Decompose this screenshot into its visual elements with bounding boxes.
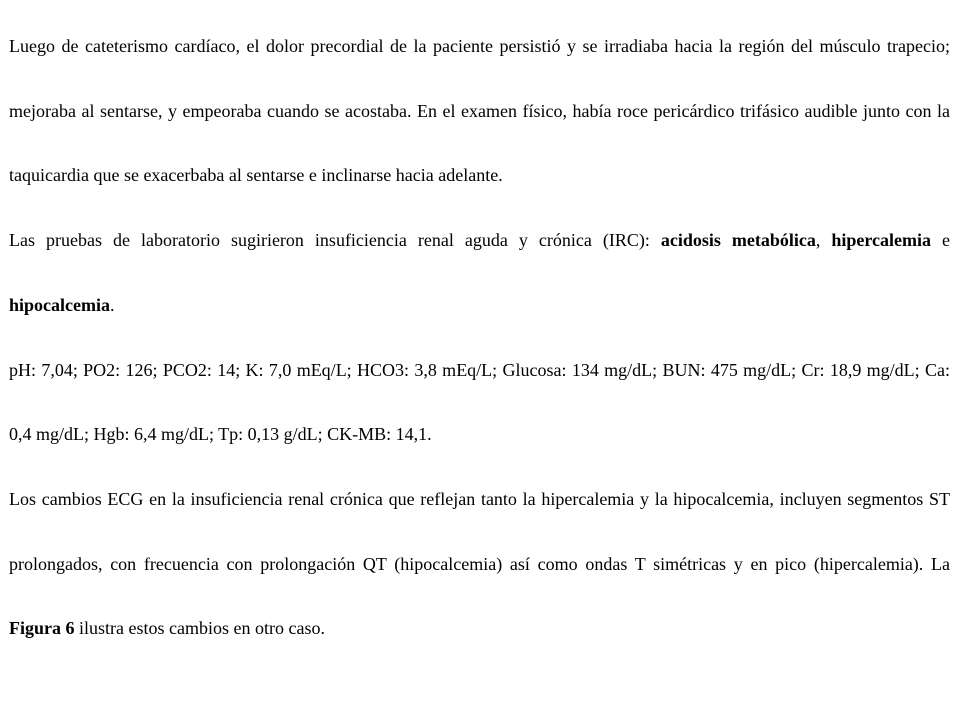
document-page [9, 0, 950, 661]
term-hipercalemia: hipercalemia [831, 230, 932, 251]
lab-findings-end: . [110, 294, 115, 315]
term-hipocalcemia: hipocalcemia [9, 294, 110, 315]
lab-values-text: pH: 7,04; PO2: 126; PCO2: 14; K: 7,0 mEq/L; HCO3: 3,8 mEq/L; Glucosa: 134 mg/dL; BUN: 475 mg/dL; Cr: 18,9 mg/dL; Ca: 0,4 mg/dL; Hgb: 6,4 mg/dL; Tp: 0,13 g/dL; CK-MB: 14,1. [9, 359, 950, 445]
paragraph-clinical-course-text: Luego de cateterismo cardíaco, el dolor precordial de la paciente persistió y se irradiaba hacia la región del músculo trapecio; mejoraba al sentarse, y empeoraba cuando se acostaba. En el examen físico, había roce pericárdico trifásico audible junto con la taquicardia que se exacerbaba al sentarse e inclinarse hacia adelante. [9, 36, 950, 186]
figure-reference: Figura 6 [9, 618, 75, 639]
paragraph-lab-values [9, 338, 950, 467]
paragraph-ecg-changes [9, 467, 950, 661]
ecg-changes-end: ilustra estos cambios en otro caso. [74, 618, 325, 639]
term-acidosis: acidosis metabólica [660, 230, 816, 251]
lab-findings-lead: Las pruebas de laboratorio sugirieron insuficiencia renal aguda y crónica (IRC): [9, 230, 661, 251]
ecg-changes-lead: Los cambios ECG en la insuficiencia renal crónica que reflejan tanto la hipercalemia y la hipocalcemia, incluyen segmentos ST prolongados, con frecuencia con prolongación QT (hipocalcemia) así como ondas T simétricas y en pico (hipercalemia). La [9, 488, 950, 574]
separator-2: e [931, 230, 951, 251]
separator-1: , [815, 230, 832, 251]
paragraph-lab-findings [9, 208, 950, 337]
paragraph-clinical-course [9, 14, 950, 208]
